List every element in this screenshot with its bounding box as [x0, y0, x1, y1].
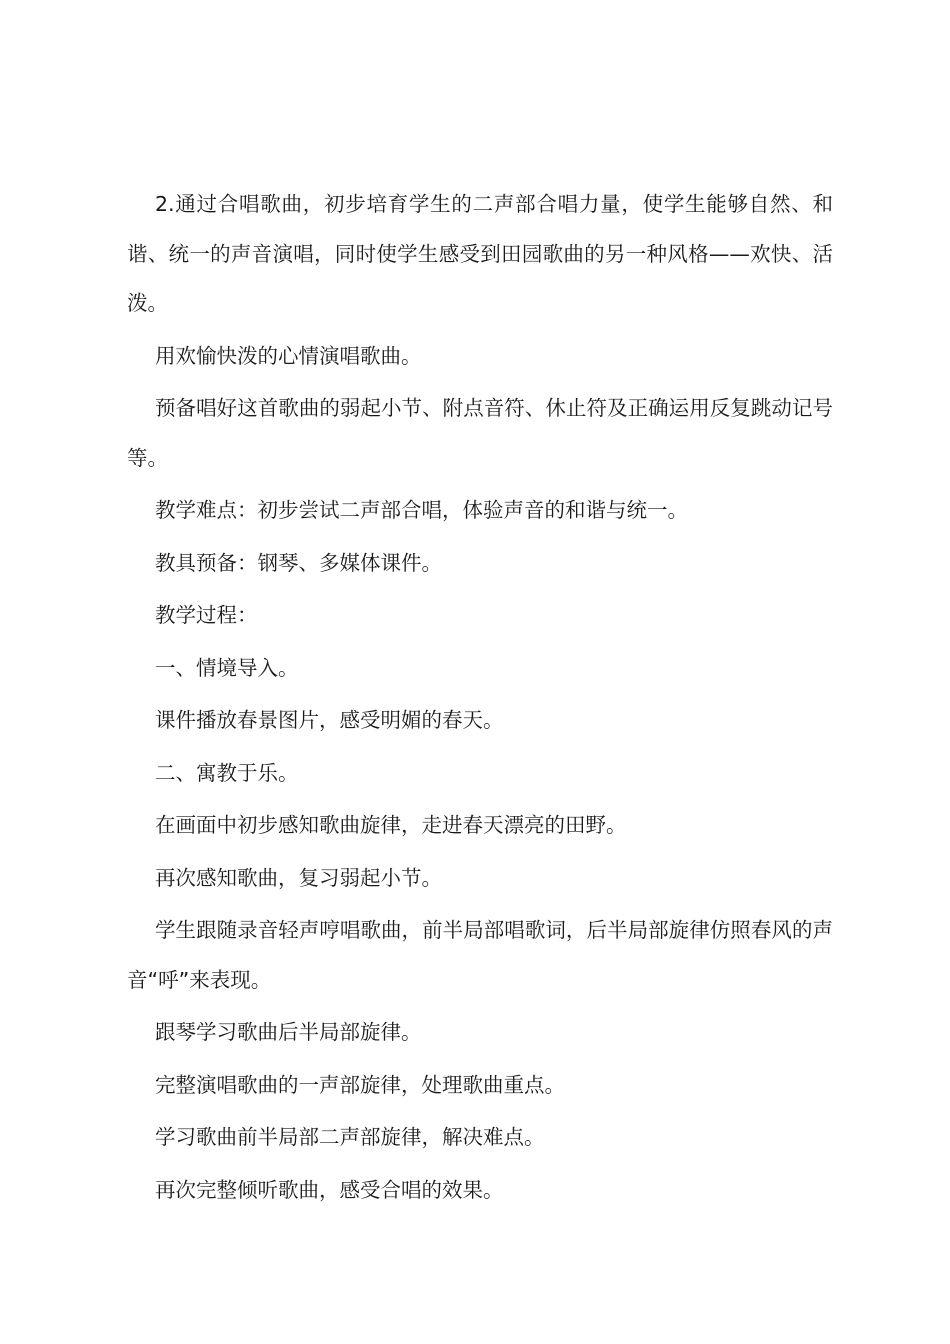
paragraph-perceive-melody: 在画面中初步感知歌曲旋律，走进春天漂亮的田野。	[155, 813, 627, 837]
paragraph-hum-along: 学生跟随录音轻声哼唱歌曲，前半局部唱歌词，后半局部旋律仿照春风的声音“呼”来表现。	[127, 918, 833, 992]
paragraph-second-part: 学习歌曲前半局部二声部旋律，解决难点。	[155, 1125, 545, 1149]
paragraph-preparation: 预备唱好这首歌曲的弱起小节、附点音符、休止符及正确运用反复跳动记号等。	[127, 396, 833, 470]
paragraph-review: 再次感知歌曲，复习弱起小节。	[155, 865, 442, 890]
paragraph-section-1: 一、情境导入。	[155, 655, 299, 680]
paragraph-process-heading: 教学过程：	[155, 603, 258, 627]
paragraph-objective-2: 2.通过合唱歌曲，初步培育学生的二声部合唱力量，使学生能够自然、和谐、统一的声音演唱，同时使学生感受到田园歌曲的另一种风格——欢快、活泼。	[127, 192, 833, 315]
paragraph-section-2: 二、寓教于乐。	[155, 760, 299, 785]
paragraph-piano-learning: 跟琴学习歌曲后半局部旋律。	[155, 1020, 422, 1044]
paragraph-courseware: 课件播放春景图片，感受明媚的春天。	[155, 708, 504, 732]
paragraph-teaching-aids: 教具预备：钢琴、多媒体课件。	[155, 550, 442, 575]
document-body	[127, 180, 833, 1218]
paragraph-full-performance: 完整演唱歌曲的一声部旋律，处理歌曲重点。	[155, 1072, 565, 1097]
paragraph-sing-mood: 用欢愉快泼的心情演唱歌曲。	[155, 343, 422, 368]
paragraph-teaching-difficulty: 教学难点：初步尝试二声部合唱，体验声音的和谐与统一。	[155, 498, 688, 522]
paragraph-listen-again: 再次完整倾听歌曲，感受合唱的效果。	[155, 1177, 504, 1202]
